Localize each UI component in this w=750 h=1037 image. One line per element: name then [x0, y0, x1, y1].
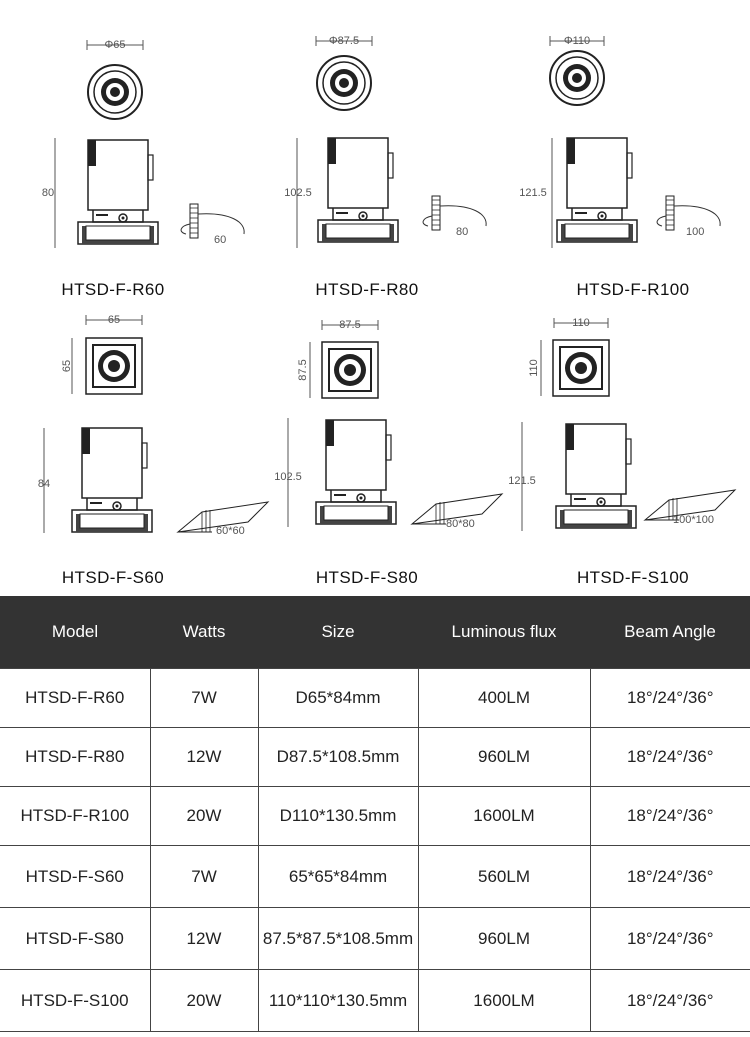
r100-top-dim: Φ110 [563, 35, 591, 47]
r60-height-dim: 80 [41, 187, 55, 199]
r80-top-dim: Φ87.5 [328, 35, 360, 47]
caption-s100: HTSD-F-S100 [576, 568, 690, 587]
r60-angle: 60 [214, 234, 227, 246]
cell-beam-angle: 18°/24°/36° [590, 669, 750, 728]
table-row [0, 728, 750, 787]
cell-flux: 560LM [418, 846, 590, 908]
r100-angle: 100 [686, 226, 705, 238]
cell-watts: 12W [150, 908, 258, 970]
s60-top-dim: 65 [107, 314, 121, 326]
s100-angle: 100*100 [673, 514, 714, 526]
s60-side-dim: 65 [61, 359, 73, 373]
cell-flux: 960LM [418, 908, 590, 970]
caption-s80: HTSD-F-S80 [315, 568, 419, 587]
r80-angle: 80 [456, 226, 469, 238]
cell-watts: 7W [150, 846, 258, 908]
cell-model: HTSD-F-S80 [0, 908, 150, 970]
header-luminous-flux: Luminous flux [418, 596, 590, 669]
header-model: Model [0, 596, 150, 669]
s100-height-dim: 121.5 [508, 475, 536, 487]
cell-beam-angle: 18°/24°/36° [590, 970, 750, 1032]
cell-size: D110*130.5mm [258, 787, 418, 846]
r100-drawing [519, 35, 720, 248]
s60-angle: 60*60 [216, 525, 245, 537]
header-watts: Watts [150, 596, 258, 669]
caption-r100: HTSD-F-R100 [576, 280, 690, 299]
cell-beam-angle: 18°/24°/36° [590, 728, 750, 787]
cell-beam-angle: 18°/24°/36° [590, 787, 750, 846]
r100-height-dim: 121.5 [519, 187, 547, 199]
cell-model: HTSD-F-R60 [0, 669, 150, 728]
s80-drawing [274, 319, 502, 530]
r60-top-dim: Φ65 [104, 39, 126, 51]
cell-beam-angle: 18°/24°/36° [590, 908, 750, 970]
caption-s60: HTSD-F-S60 [61, 568, 165, 587]
r60-drawing [42, 39, 244, 248]
r80-height-dim: 102.5 [284, 187, 312, 199]
header-size: Size [258, 596, 418, 669]
s60-drawing [38, 314, 268, 537]
cell-size: D87.5*108.5mm [258, 728, 418, 787]
cell-size: 65*65*84mm [258, 846, 418, 908]
s100-drawing [508, 317, 735, 531]
s80-top-dim: 87.5 [339, 319, 361, 331]
cell-watts: 7W [150, 669, 258, 728]
cell-flux: 1600LM [418, 787, 590, 846]
cell-model: HTSD-F-R100 [0, 787, 150, 846]
cell-model: HTSD-F-S60 [0, 846, 150, 908]
cell-size: D65*84mm [258, 669, 418, 728]
cell-model: HTSD-F-R80 [0, 728, 150, 787]
cell-flux: 960LM [418, 728, 590, 787]
table-row [0, 970, 750, 1032]
cell-watts: 12W [150, 728, 258, 787]
cell-flux: 1600LM [418, 970, 590, 1032]
caption-r60: HTSD-F-R60 [61, 280, 165, 299]
cell-watts: 20W [150, 970, 258, 1032]
caption-r80: HTSD-F-R80 [315, 280, 419, 299]
s80-height-dim: 102.5 [274, 471, 302, 483]
s80-angle: 80*80 [446, 518, 475, 530]
table-row [0, 908, 750, 970]
table-header-row [0, 596, 750, 669]
cell-size: 87.5*87.5*108.5mm [258, 908, 418, 970]
cell-watts: 20W [150, 787, 258, 846]
table-row [0, 787, 750, 846]
table-row [0, 669, 750, 728]
spec-table [0, 596, 750, 1032]
table-row [0, 846, 750, 908]
cell-flux: 400LM [418, 669, 590, 728]
s80-side-dim: 87.5 [297, 359, 309, 381]
s100-top-dim: 110 [572, 317, 590, 329]
cell-model: HTSD-F-S100 [0, 970, 150, 1032]
header-beam-angle: Beam Angle [590, 596, 750, 669]
s60-height-dim: 84 [37, 478, 51, 490]
r80-drawing [284, 35, 486, 248]
s100-side-dim: 110 [528, 359, 540, 377]
cell-size: 110*110*130.5mm [258, 970, 418, 1032]
cell-beam-angle: 18°/24°/36° [590, 846, 750, 908]
